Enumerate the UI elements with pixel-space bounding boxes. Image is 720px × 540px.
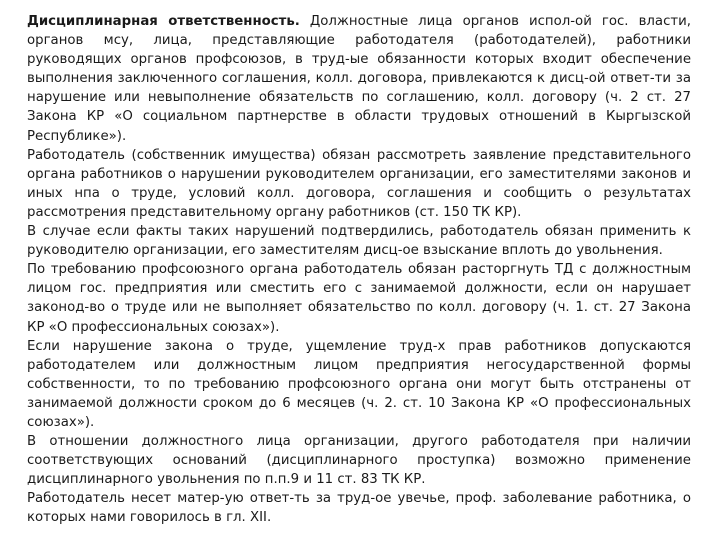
- paragraph-employer-obligation: [27, 146, 691, 222]
- paragraph-text: В отношении должностного лица организации, другого работодателя при наличии соответствующих оснований (дисциплинарного проступка) возможно применение дисциплинарного увольнения по п.п.9 и 11 ст. 83 ТК КР.: [27, 434, 691, 488]
- paragraph-text: В случае если факты таких нарушений подтвердились, работодатель обязан применить к руководителю организации, его заместителям дисц-ое взыскание вплоть до увольнения.: [27, 224, 691, 259]
- paragraph-material-liability: [27, 489, 691, 527]
- paragraph-text: По требованию профсоюзного органа работодатель обязан расторгнуть ТД с должностным лицом гос. предприятия или сместить его с занимаемой должности, если он нарушает законод-во о труде или не выполняет обязательство по колл. договору (ч. 1. ст. 27 Закона КР «О профессиональных союзах»).: [27, 262, 691, 335]
- paragraph-text: Работодатель (собственник имущества) обязан рассмотреть заявление представительного органа работников о нарушении руководителем организации, его заместителями законов и иных нпа о труде, условий колл. договора, соглашения и сообщить о результатах рассмотрения представительному органу работников (ст. 150 ТК КР).: [27, 147, 691, 220]
- paragraph-text: Если нарушение закона о труде, ущемление труд-х прав работников допускаются работодателем или должностным лицом предприятия негосударственной формы собственности, то по требованию профсоюзного органа они могут быть отстранены от занимаемой должности сроком до 6 месяцев (ч. 2. ст. 10 Закона КР «О профессиональных союзах»).: [27, 338, 691, 430]
- paragraph-violations-confirmed: [27, 222, 691, 260]
- paragraph-text: Работодатель несет матер-ую ответ-ть за труд-ое увечье, проф. заболевание работника, о которых нами говорилось в гл. XII.: [27, 491, 691, 526]
- paragraph-text: Должностные лица органов испол-ой гос. власти, органов мсу, лица, представляющие работодателя (работодателей), работники руководящих органов профсоюзов, в труд-ые обязанности которых входит обеспечение выполнения заключенного соглашения, колл. договора, привлекаются к дисц-ой ответ-ти за нарушение или невыполнение обязательств по соглашению, колл. договору (ч. 2 ст. 27 Закона КР «О социальном партнерстве в области трудовых отношений в Кыргызской Республике»).: [27, 14, 691, 144]
- document-page: [27, 12, 691, 528]
- paragraph-suspension: [27, 337, 691, 432]
- paragraph-lead-heading: Дисциплинарная ответственность.: [27, 14, 300, 29]
- paragraph-disciplinary-dismissal: [27, 432, 691, 489]
- paragraph-union-demand: [27, 260, 691, 336]
- paragraph-disciplinary-responsibility: [27, 12, 691, 146]
